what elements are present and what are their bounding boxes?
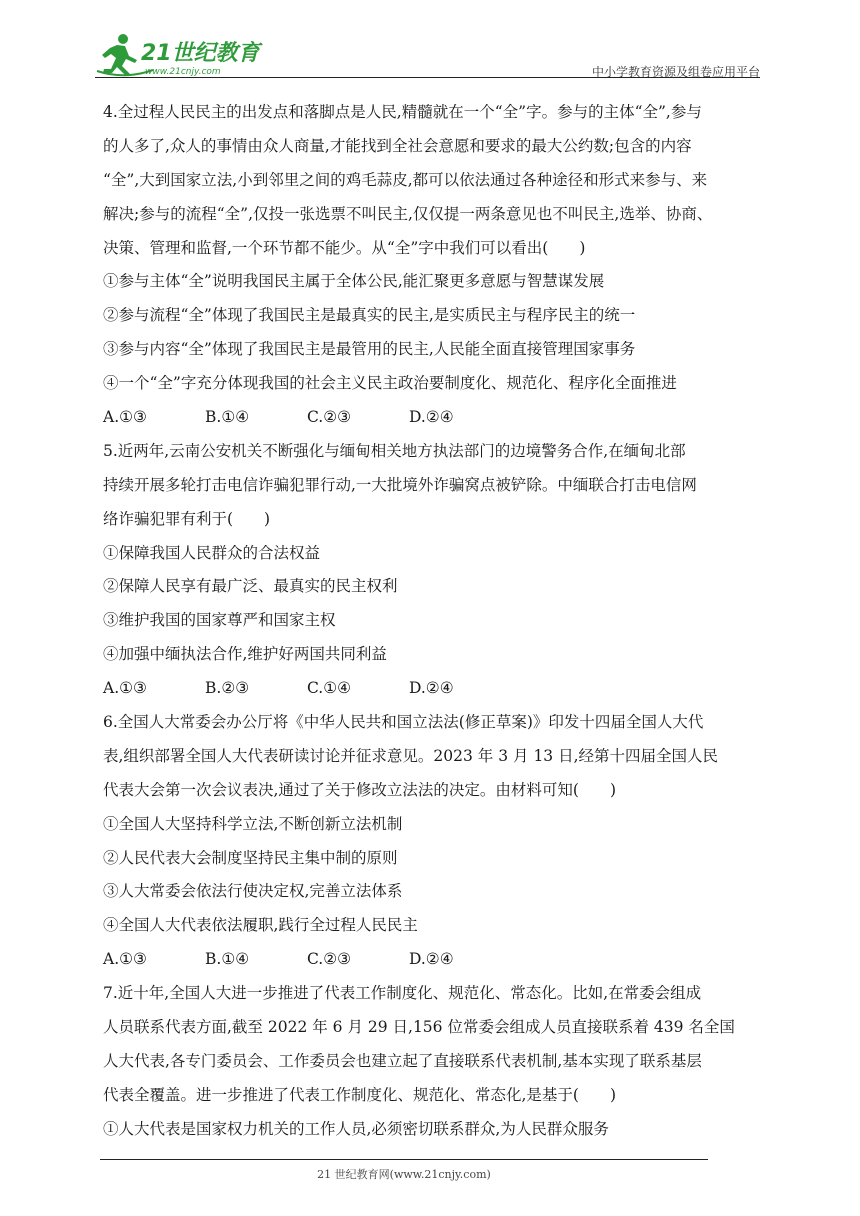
statement-option: ①全国人大坚持科学立法,不断创新立法机制 bbox=[103, 814, 403, 833]
question-stem-line: 人员联系代表方面,截至 2022 年 6 月 29 日,156 位常委会组成人员直接联系着 439 名全国 bbox=[103, 1018, 735, 1037]
question-list bbox=[103, 96, 768, 1147]
answer-choices bbox=[103, 672, 768, 706]
question-stem-line: 持续开展多轮打击电信诈骗犯罪行动,一大批境外诈骗窝点被铲除。中缅联合打击电信网 bbox=[103, 475, 697, 494]
answer-choice[interactable]: D.②④ bbox=[409, 679, 454, 698]
svg-text:21世纪教育: 21世纪教育 bbox=[141, 41, 260, 66]
statement-option: ③维护我国的国家尊严和国家主权 bbox=[103, 611, 336, 630]
question-block bbox=[103, 435, 768, 706]
answer-choices bbox=[103, 401, 768, 435]
question-stem-line: 决策、管理和监督,一个环节都不能少。从“全”字中我们可以看出( ) bbox=[103, 238, 586, 257]
answer-choice[interactable]: B.①④ bbox=[205, 950, 250, 969]
question-block bbox=[103, 706, 768, 977]
answer-choice[interactable]: D.②④ bbox=[409, 408, 454, 427]
statement-option: ①保障我国人民群众的合法权益 bbox=[103, 543, 321, 562]
question-stem-line: 4.全过程人民民主的出发点和落脚点是人民,精髓就在一个“全”字。参与的主体“全”,参与 bbox=[103, 103, 702, 121]
statement-option: ②保障人民享有最广泛、最真实的民主权利 bbox=[103, 577, 398, 596]
answer-choice[interactable]: C.②③ bbox=[307, 950, 352, 969]
statement-option: ②人民代表大会制度坚持民主集中制的原则 bbox=[103, 848, 398, 867]
answer-choice[interactable]: B.②③ bbox=[205, 679, 250, 698]
question-stem-line: 络诈骗犯罪有利于( ) bbox=[103, 509, 271, 528]
header-platform-text: 中小学教育资源及组卷应用平台 bbox=[591, 65, 760, 79]
question-block bbox=[103, 977, 768, 1146]
question-stem-line: 7.近十年,全国人大进一步推进了代表工作制度化、规范化、常态化。比如,在常委会组成 bbox=[103, 984, 702, 1003]
answer-choice[interactable]: C.②③ bbox=[307, 408, 352, 427]
statement-option: ③参与内容“全”体现了我国民主是最管用的民主,人民能全面直接管理国家事务 bbox=[103, 340, 636, 359]
answer-choice[interactable]: A.①③ bbox=[103, 679, 147, 698]
statement-option: ④加强中缅执法合作,维护好两国共同利益 bbox=[103, 645, 387, 664]
statement-option: ②参与流程“全”体现了我国民主是最真实的民主,是实质民主与程序民主的统一 bbox=[103, 306, 636, 325]
footer-text: 21 世纪教育网(www.21cnjy.com) bbox=[317, 1168, 491, 1181]
question-stem-line: 6.全国人大常委会办公厅将《中华人民共和国立法法(修正草案)》印发十四届全国人大代 bbox=[103, 713, 704, 732]
page-header bbox=[95, 30, 760, 82]
question-block bbox=[103, 96, 768, 435]
statement-option: ③人大常委会依法行使决定权,完善立法体系 bbox=[103, 882, 403, 901]
statement-option: ④一个“全”字充分体现我国的社会主义民主政治要制度化、规范化、程序化全面推进 bbox=[103, 374, 677, 393]
header-divider bbox=[95, 77, 760, 78]
statement-option: ④全国人大代表依法履职,践行全过程人民民主 bbox=[103, 916, 418, 935]
answer-choice[interactable]: A.①③ bbox=[103, 408, 147, 427]
svg-text:www.21cnjy.com: www.21cnjy.com bbox=[145, 67, 221, 77]
question-stem-line: 人大代表,各专门委员会、工作委员会也建立起了直接联系代表机制,基本实现了联系基层 bbox=[103, 1051, 702, 1070]
answer-choice[interactable]: A.①③ bbox=[103, 950, 147, 969]
answer-choice[interactable]: D.②④ bbox=[409, 950, 454, 969]
answer-choice[interactable]: C.①④ bbox=[307, 679, 352, 698]
answer-choice[interactable]: B.①④ bbox=[205, 408, 250, 427]
logo bbox=[95, 30, 265, 78]
statement-option: ①人大代表是国家权力机关的工作人员,必须密切联系群众,为人民群众服务 bbox=[103, 1119, 609, 1138]
footer-divider bbox=[100, 1159, 708, 1160]
question-stem-line: “全”,大到国家立法,小到邻里之间的鸡毛蒜皮,都可以依法通过各种途径和形式来参与、来 bbox=[103, 170, 708, 189]
question-stem-line: 的人多了,众人的事情由众人商量,才能找到全社会意愿和要求的最大公约数;包含的内容 bbox=[103, 136, 692, 155]
question-stem-line: 表,组织部署全国人大代表研读讨论并征求意见。2023 年 3 月 13 日,经第十四届全国人民 bbox=[103, 746, 719, 765]
question-stem-line: 5.近两年,云南公安机关不断强化与缅甸相关地方执法部门的边境警务合作,在缅甸北部 bbox=[103, 441, 686, 460]
statement-option: ①参与主体“全”说明我国民主属于全体公民,能汇聚更多意愿与智慧谋发展 bbox=[103, 272, 605, 291]
question-stem-line: 代表全覆盖。进一步推进了代表工作制度化、规范化、常态化,是基于( ) bbox=[103, 1085, 617, 1104]
answer-choices bbox=[103, 943, 768, 977]
question-stem-line: 解决;参与的流程“全”,仅投一张选票不叫民主,仅仅提一两条意见也不叫民主,选举、协商、 bbox=[103, 204, 713, 223]
question-stem-line: 代表大会第一次会议表决,通过了关于修改立法法的决定。由材料可知( ) bbox=[103, 780, 617, 799]
